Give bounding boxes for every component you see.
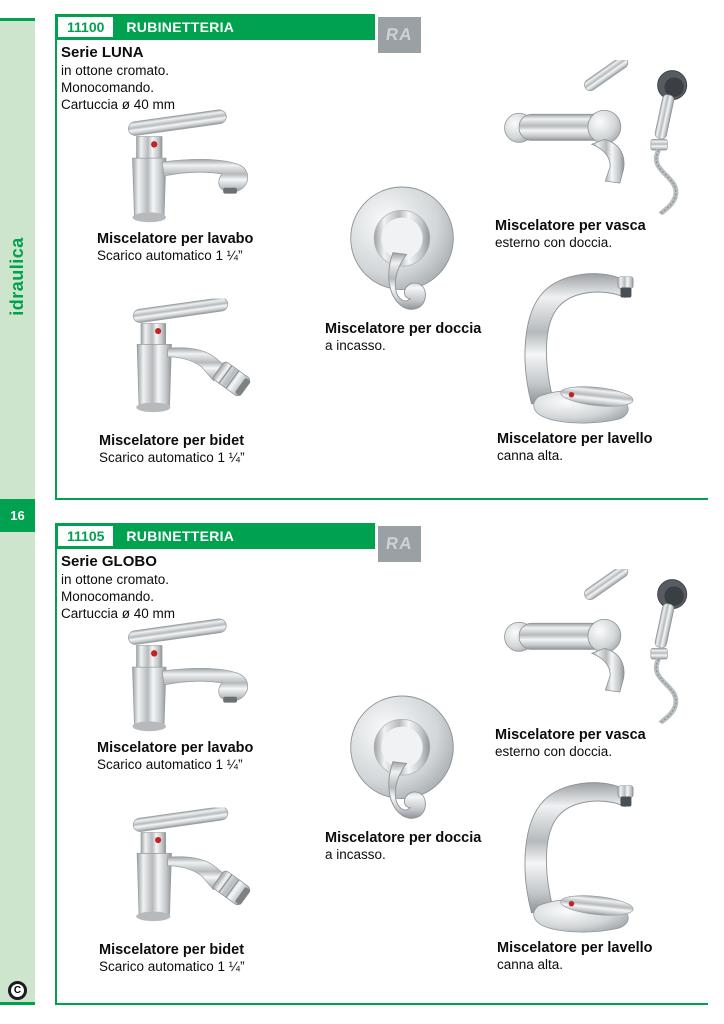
series-line: in ottone cromato.: [61, 63, 170, 78]
ra-brand-logo: [378, 526, 421, 562]
product-name: Miscelatore per vasca: [495, 727, 646, 743]
shower-mixer-image: [339, 691, 465, 827]
product-bath-mixer: [495, 569, 710, 760]
product-desc: Scarico automatico 1 ¼”: [97, 248, 243, 264]
page-number-badge: [0, 499, 35, 532]
product-label: [497, 431, 697, 464]
product-shower-mixer: [325, 182, 485, 354]
product-name: Miscelatore per doccia: [325, 321, 482, 337]
bidet-mixer-image: [99, 296, 304, 430]
product-desc: a incasso.: [325, 847, 386, 863]
product-desc: canna alta.: [497, 957, 564, 973]
product-name: Miscelatore per lavabo: [97, 740, 254, 756]
product-sink-mixer: [497, 765, 697, 973]
product-desc: Scarico automatico 1 ¼”: [99, 450, 245, 466]
product-shower-mixer: [325, 691, 485, 863]
copyright-letter: C: [13, 985, 22, 996]
series-title: Serie LUNA: [61, 44, 144, 61]
basin-mixer-image: [97, 108, 309, 228]
sink-mixer-image: [497, 765, 665, 937]
sidebar-vertical-label-wrap: [0, 171, 35, 381]
product-bidet-mixer: [99, 805, 319, 975]
product-section-globo: [55, 523, 708, 1005]
basin-mixer-image: [97, 617, 309, 737]
series-line: Cartuccia ø 40 mm: [61, 605, 176, 621]
product-name: Miscelatore per bidet: [99, 942, 245, 958]
product-desc: esterno con doccia.: [495, 235, 613, 251]
bidet-mixer-image: [99, 805, 304, 939]
series-line: Cartuccia ø 40 mm: [61, 96, 176, 112]
section-header: [55, 523, 375, 549]
ra-brand-logo: [378, 17, 421, 53]
product-name: Miscelatore per vasca: [495, 218, 646, 234]
ra-logo-text: RA: [384, 25, 415, 44]
series-line: Monocomando.: [61, 588, 155, 604]
product-label: [97, 231, 317, 264]
product-label: [495, 727, 710, 760]
product-label: [99, 942, 319, 975]
product-bidet-mixer: [99, 296, 319, 466]
product-label: [97, 740, 317, 773]
section-category-label: RUBINETTERIA: [126, 19, 235, 35]
product-sink-mixer: [497, 256, 697, 464]
product-desc: canna alta.: [497, 448, 564, 464]
ra-logo-text: RA: [384, 534, 415, 553]
sink-mixer-image: [497, 256, 665, 428]
product-name: Miscelatore per bidet: [99, 433, 245, 449]
section-code-badge: 11105: [58, 526, 113, 546]
series-line: Monocomando.: [61, 79, 155, 95]
section-header: [55, 14, 375, 40]
product-label: [99, 433, 319, 466]
copyright-mark-icon: [8, 981, 27, 1000]
product-label: [497, 940, 697, 973]
product-basin-mixer: [97, 617, 317, 773]
product-desc: Scarico automatico 1 ¼”: [97, 757, 243, 773]
product-name: Miscelatore per lavello: [497, 940, 653, 956]
page-number: 16: [10, 508, 25, 523]
bath-mixer-image: [495, 60, 705, 215]
product-desc: esterno con doccia.: [495, 744, 613, 760]
sidebar-vertical-label: idraulica: [7, 236, 27, 316]
product-label: [325, 830, 485, 863]
product-desc: Scarico automatico 1 ¼”: [99, 959, 245, 975]
product-name: Miscelatore per lavello: [497, 431, 653, 447]
product-basin-mixer: [97, 108, 317, 264]
series-line: in ottone cromato.: [61, 572, 170, 587]
series-title: Serie GLOBO: [61, 553, 157, 570]
section-code-badge: 11100: [58, 17, 113, 37]
product-label: [325, 321, 485, 354]
series-info: [61, 44, 175, 114]
section-category-label: RUBINETTERIA: [126, 528, 235, 544]
series-info: [61, 553, 175, 623]
product-desc: a incasso.: [325, 338, 386, 354]
product-bath-mixer: [495, 60, 710, 251]
shower-mixer-image: [339, 182, 465, 318]
product-label: [495, 218, 710, 251]
product-section-luna: [55, 14, 708, 500]
bath-mixer-image: [495, 569, 705, 724]
product-name: Miscelatore per doccia: [325, 830, 482, 846]
product-name: Miscelatore per lavabo: [97, 231, 254, 247]
